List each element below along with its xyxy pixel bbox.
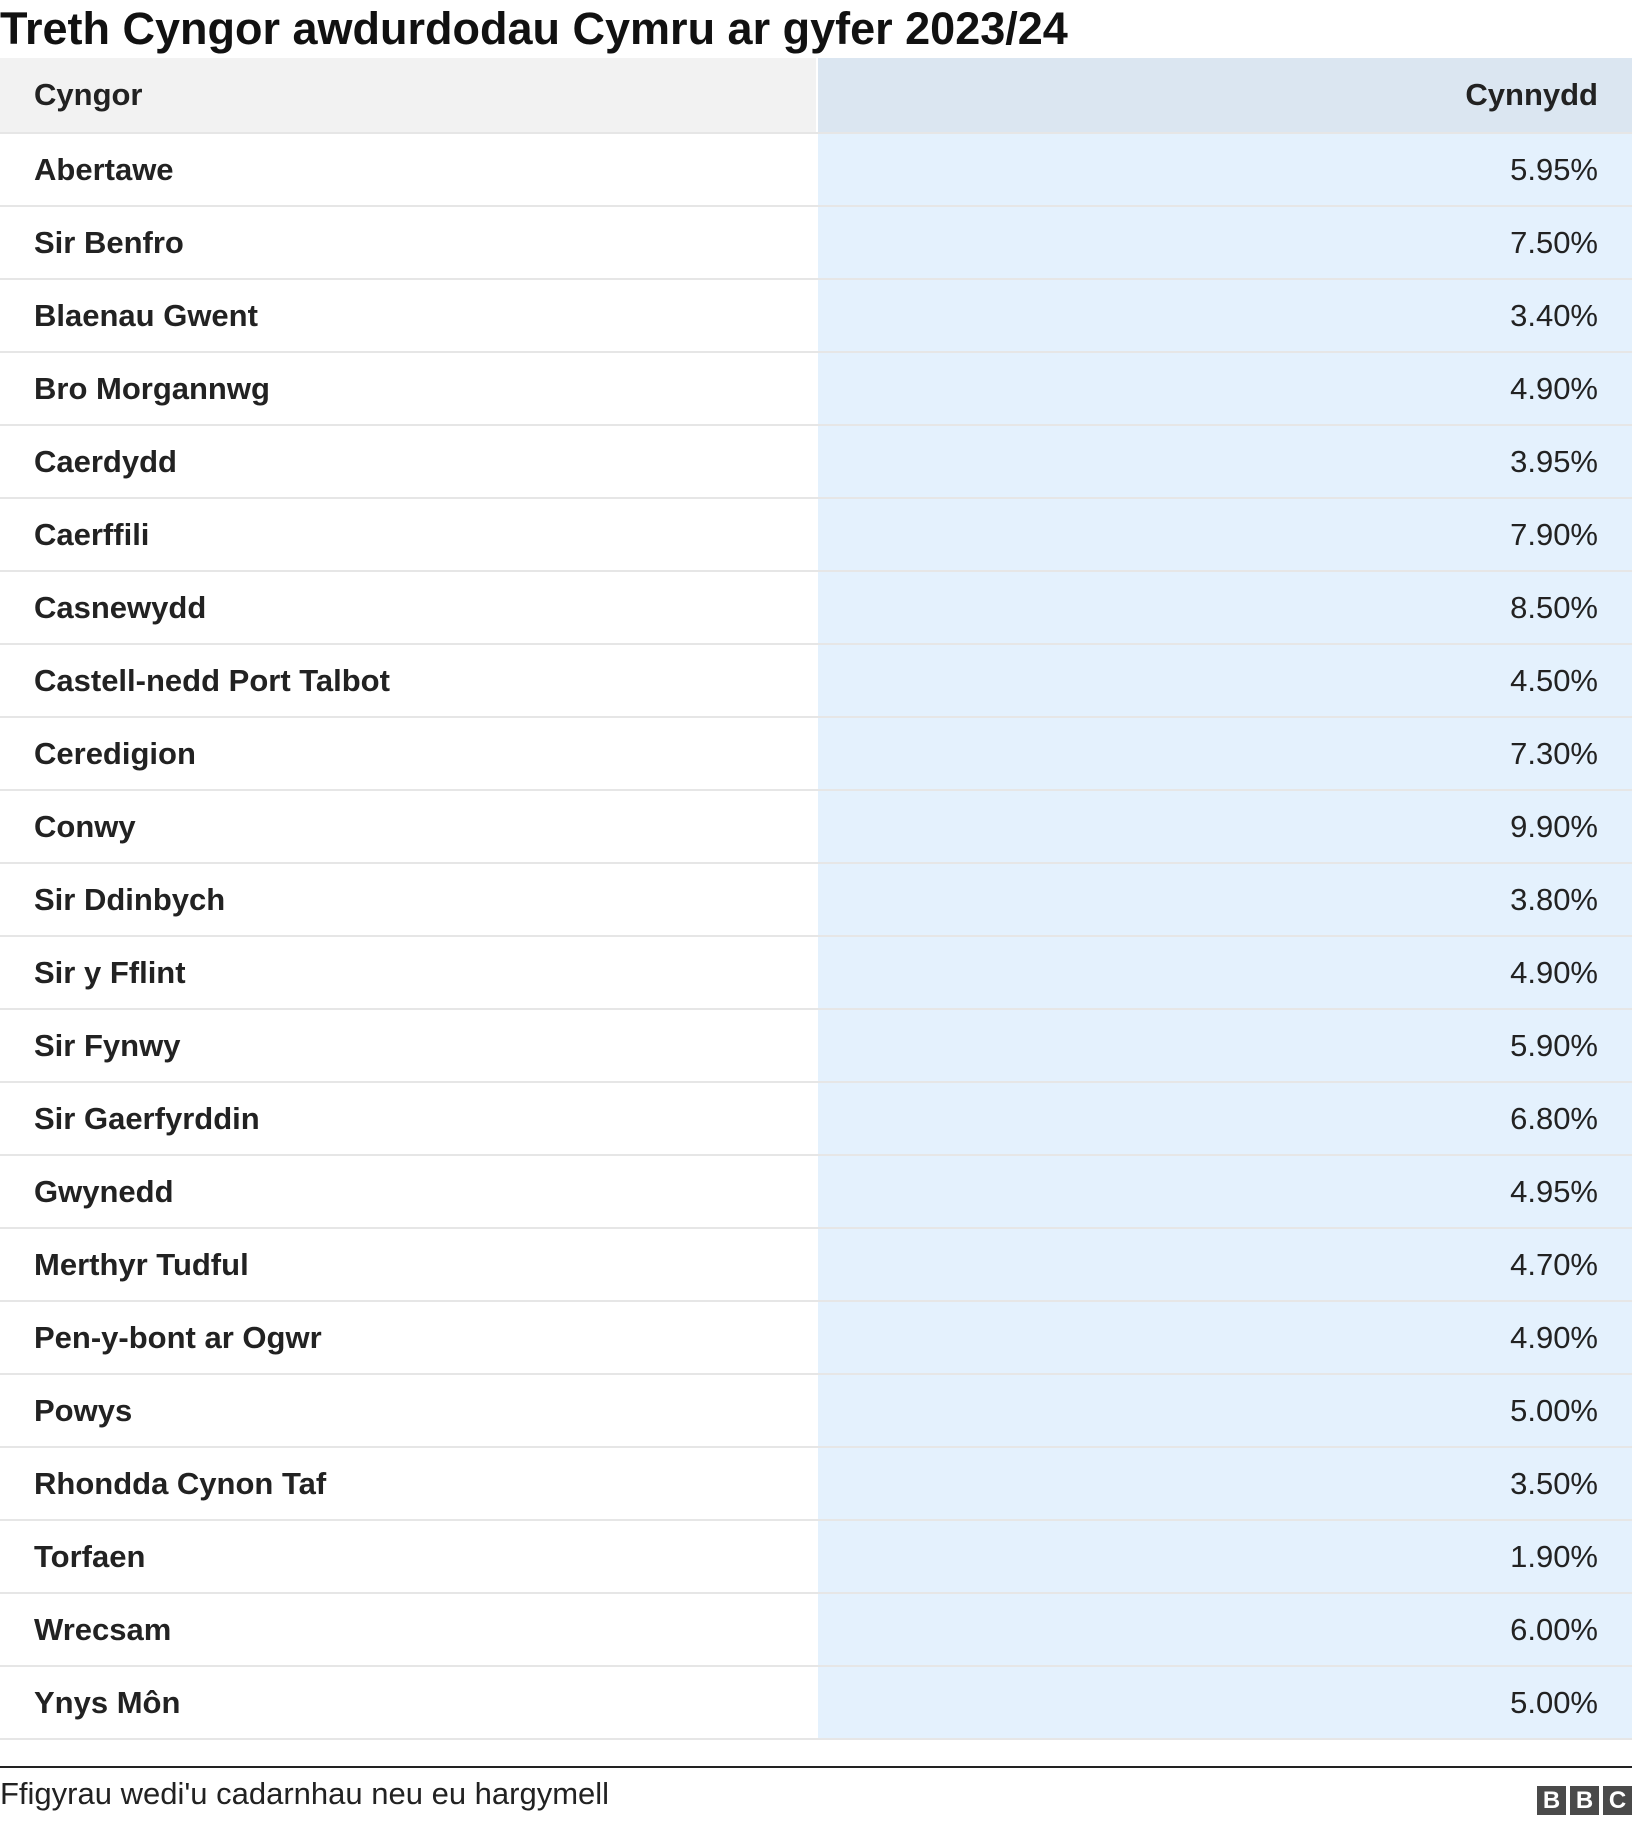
data-table — [0, 58, 1632, 1740]
table-row — [0, 133, 1632, 206]
increase-value-cell: 3.40% — [817, 279, 1632, 352]
council-name-cell: Powys — [0, 1374, 817, 1447]
increase-value-cell: 4.90% — [817, 1301, 1632, 1374]
table-row — [0, 1666, 1632, 1739]
bbc-logo-letter: C — [1603, 1786, 1632, 1815]
table-row — [0, 425, 1632, 498]
council-name-cell: Pen-y-bont ar Ogwr — [0, 1301, 817, 1374]
footer-divider — [0, 1766, 1632, 1768]
increase-value-cell: 4.90% — [817, 352, 1632, 425]
increase-value-cell: 5.90% — [817, 1009, 1632, 1082]
table-row — [0, 1593, 1632, 1666]
source-note: Ffigyrau wedi'u cadarnhau neu eu hargymell — [0, 1776, 610, 1811]
table-row — [0, 1009, 1632, 1082]
column-header-cynnydd: Cynnydd — [817, 58, 1632, 133]
table-body — [0, 133, 1632, 1739]
increase-value-cell: 5.00% — [817, 1666, 1632, 1739]
council-name-cell: Sir y Fflint — [0, 936, 817, 1009]
council-name-cell: Caerdydd — [0, 425, 817, 498]
increase-value-cell: 3.80% — [817, 863, 1632, 936]
bbc-logo-letter: B — [1537, 1786, 1566, 1815]
table-row — [0, 1374, 1632, 1447]
increase-value-cell: 1.90% — [817, 1520, 1632, 1593]
increase-value-cell: 4.70% — [817, 1228, 1632, 1301]
increase-value-cell: 7.50% — [817, 206, 1632, 279]
increase-value-cell: 5.00% — [817, 1374, 1632, 1447]
council-name-cell: Wrecsam — [0, 1593, 817, 1666]
bbc-logo — [1537, 1786, 1632, 1815]
council-name-cell: Sir Gaerfyrddin — [0, 1082, 817, 1155]
council-name-cell: Merthyr Tudful — [0, 1228, 817, 1301]
council-name-cell: Rhondda Cynon Taf — [0, 1447, 817, 1520]
chart-title: Treth Cyngor awdurdodau Cymru ar gyfer 2023/24 — [0, 3, 1068, 54]
council-name-cell: Sir Fynwy — [0, 1009, 817, 1082]
table-row — [0, 498, 1632, 571]
increase-value-cell: 4.90% — [817, 936, 1632, 1009]
column-header-cyngor: Cyngor — [0, 58, 817, 133]
increase-value-cell: 5.95% — [817, 133, 1632, 206]
table-row — [0, 571, 1632, 644]
council-name-cell: Casnewydd — [0, 571, 817, 644]
table-row — [0, 644, 1632, 717]
increase-value-cell: 8.50% — [817, 571, 1632, 644]
table-row — [0, 1082, 1632, 1155]
increase-value-cell: 3.50% — [817, 1447, 1632, 1520]
increase-value-cell: 4.50% — [817, 644, 1632, 717]
increase-value-cell: 6.00% — [817, 1593, 1632, 1666]
table-row — [0, 717, 1632, 790]
table-row — [0, 1520, 1632, 1593]
table-row — [0, 1155, 1632, 1228]
table-row — [0, 1447, 1632, 1520]
council-name-cell: Conwy — [0, 790, 817, 863]
increase-value-cell: 4.95% — [817, 1155, 1632, 1228]
bbc-logo-letter: B — [1570, 1786, 1599, 1815]
increase-value-cell: 6.80% — [817, 1082, 1632, 1155]
council-name-cell: Ynys Môn — [0, 1666, 817, 1739]
table-row — [0, 352, 1632, 425]
data-table-container — [0, 58, 1632, 1740]
council-name-cell: Castell-nedd Port Talbot — [0, 644, 817, 717]
increase-value-cell: 9.90% — [817, 790, 1632, 863]
table-row — [0, 1228, 1632, 1301]
increase-value-cell: 3.95% — [817, 425, 1632, 498]
table-row — [0, 790, 1632, 863]
council-name-cell: Blaenau Gwent — [0, 279, 817, 352]
council-name-cell: Sir Ddinbych — [0, 863, 817, 936]
increase-value-cell: 7.90% — [817, 498, 1632, 571]
council-name-cell: Torfaen — [0, 1520, 817, 1593]
table-header-row — [0, 58, 1632, 133]
table-row — [0, 936, 1632, 1009]
table-row — [0, 863, 1632, 936]
table-row — [0, 279, 1632, 352]
table-row — [0, 1301, 1632, 1374]
council-name-cell: Caerffili — [0, 498, 817, 571]
council-name-cell: Abertawe — [0, 133, 817, 206]
increase-value-cell: 7.30% — [817, 717, 1632, 790]
council-name-cell: Bro Morgannwg — [0, 352, 817, 425]
table-row — [0, 206, 1632, 279]
council-name-cell: Ceredigion — [0, 717, 817, 790]
council-name-cell: Sir Benfro — [0, 206, 817, 279]
council-name-cell: Gwynedd — [0, 1155, 817, 1228]
